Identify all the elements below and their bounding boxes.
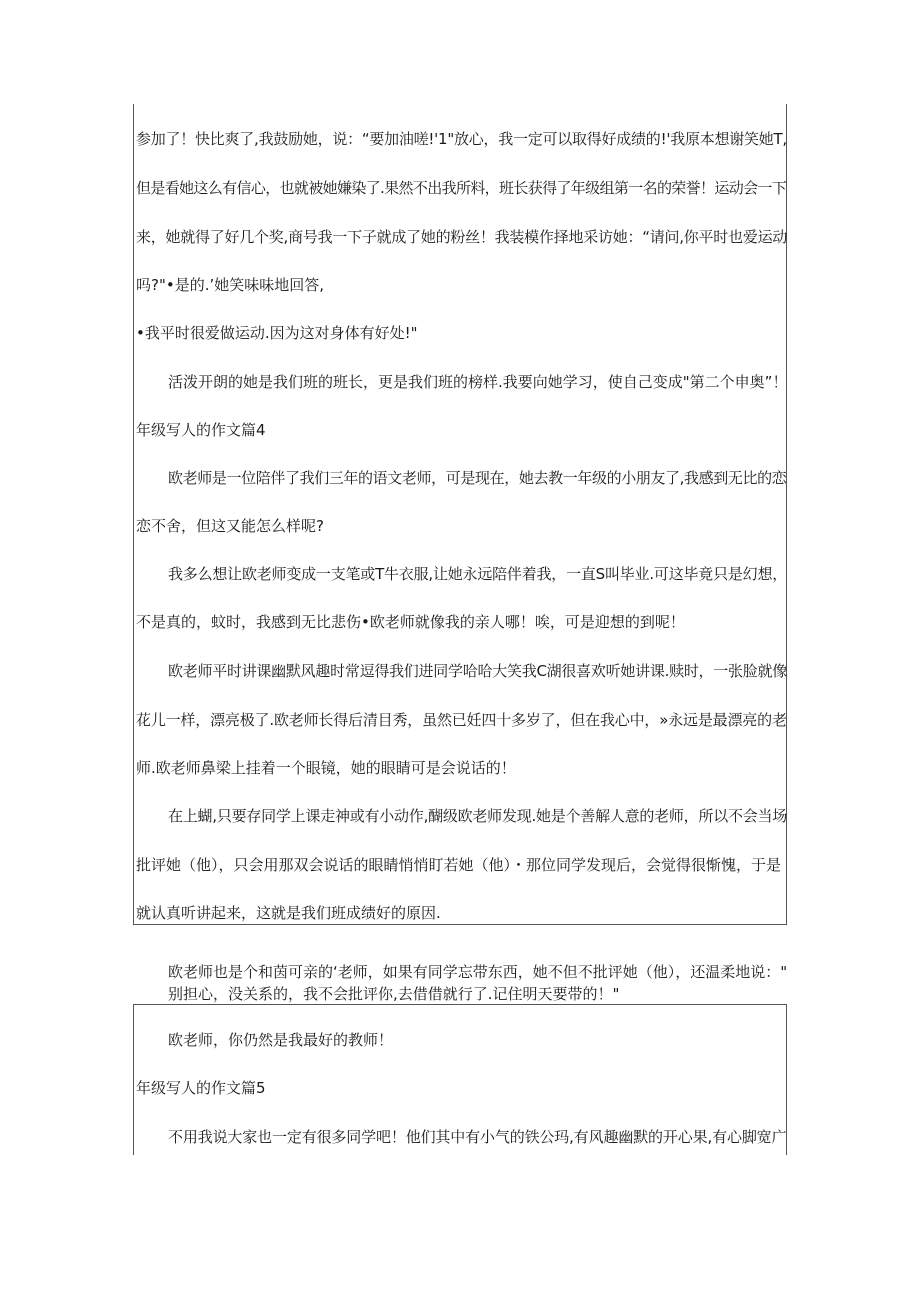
paragraph-line: 批评她（他），只会用那双会说话的眼睛悄悄盯若她（他）・那位同学发现后，会觉得很惭愧，于是 xyxy=(136,856,782,874)
paragraph-line: 不是真的，蚊时，我感到无比悲伤•欧老师就像我的亲人哪！唉，可是迎想的到呢！ xyxy=(136,613,685,631)
paragraph-line: 吗?"•是的.’她笑味味地回答, xyxy=(136,276,325,294)
paragraph-line: 不用我说大家也一定有很多同学吧！他们其中有小气的铁公玛,有风趣幽默的开心果,有心脚宽广 xyxy=(168,1128,787,1146)
paragraph-line: 参加了！快比爽了,我鼓励她，说：“要加油嗟!'1"放心，我一定可以取得好成绩的!'我原本想谢笑她T, xyxy=(136,130,787,148)
paragraph-line: 师.欧老师鼻梁上挂着一个眼镜，她的眼睛可是会说话的！ xyxy=(136,759,516,777)
paragraph-line: 别担心，没关系的，我不会批评你,去借借就行了.记住明天要带的！" xyxy=(168,985,620,1003)
paragraph-line: 来，她就得了好几个奖,商号我一下子就成了她的粉丝！我装模作择地采访她：“请问,你平时也爱运动 xyxy=(136,228,788,246)
paragraph-line: 欧老师，你仍然是我最好的教师！ xyxy=(168,1031,394,1049)
paragraph-line: 就认真听讲起来，这就是我们班成绩好的原因. xyxy=(136,904,441,922)
section-heading: 年级写人的作文篇4 xyxy=(136,421,266,439)
section-heading: 年级写人的作文篇5 xyxy=(136,1079,266,1097)
paragraph-line: 但是看她这么有信心，也就被她嫌染了.果然不出我所料，班长获得了年级组第一名的荣誉！运动会一下 xyxy=(136,179,787,197)
paragraph-line: •我平时很爱做运动.因为这对身体有好处!" xyxy=(136,324,418,342)
paragraph-line: 欧老师是一位陪伴了我们三年的语文老师，可是现在，她去教一年级的小朋友了,我感到无比的恋 xyxy=(168,469,787,487)
paragraph-line: 花儿一样，漂亮极了.欧老师长得后清目秀，虽然已妊四十多岁了，但在我心中，»永远是最漂亮的老 xyxy=(136,711,787,729)
paragraph-line: 恋不舍，但这又能怎么样呢? xyxy=(136,517,324,535)
paragraph-line: 活泼开朗的她是我们班的班长，更是我们班的榜样.我要向她学习，使自己变成"第二个申奥”！ xyxy=(168,373,788,391)
paragraph-line: 在上蝴,只要存同学上课走神或有小动作,醐级欧老师发现.她是个善解人意的老师，所以不会当场 xyxy=(168,807,788,825)
paragraph-line: 欧老师平时讲课幽默风趣时常逗得我们进同学哈哈大笑我C湖很喜欢听她讲课.赎时，一张脸就像 xyxy=(168,662,787,680)
paragraph-line: 我多么想让欧老师变成一支笔或T牛衣服,让她永远陪伴着我，一直S叫毕业.可这毕竟只是幻想， xyxy=(168,565,788,583)
paragraph-line: 欧老师也是个和茵可亲的‘老师，如果有同学忘带东西，她不但不批评她（他），还温柔地说：" xyxy=(168,963,788,981)
